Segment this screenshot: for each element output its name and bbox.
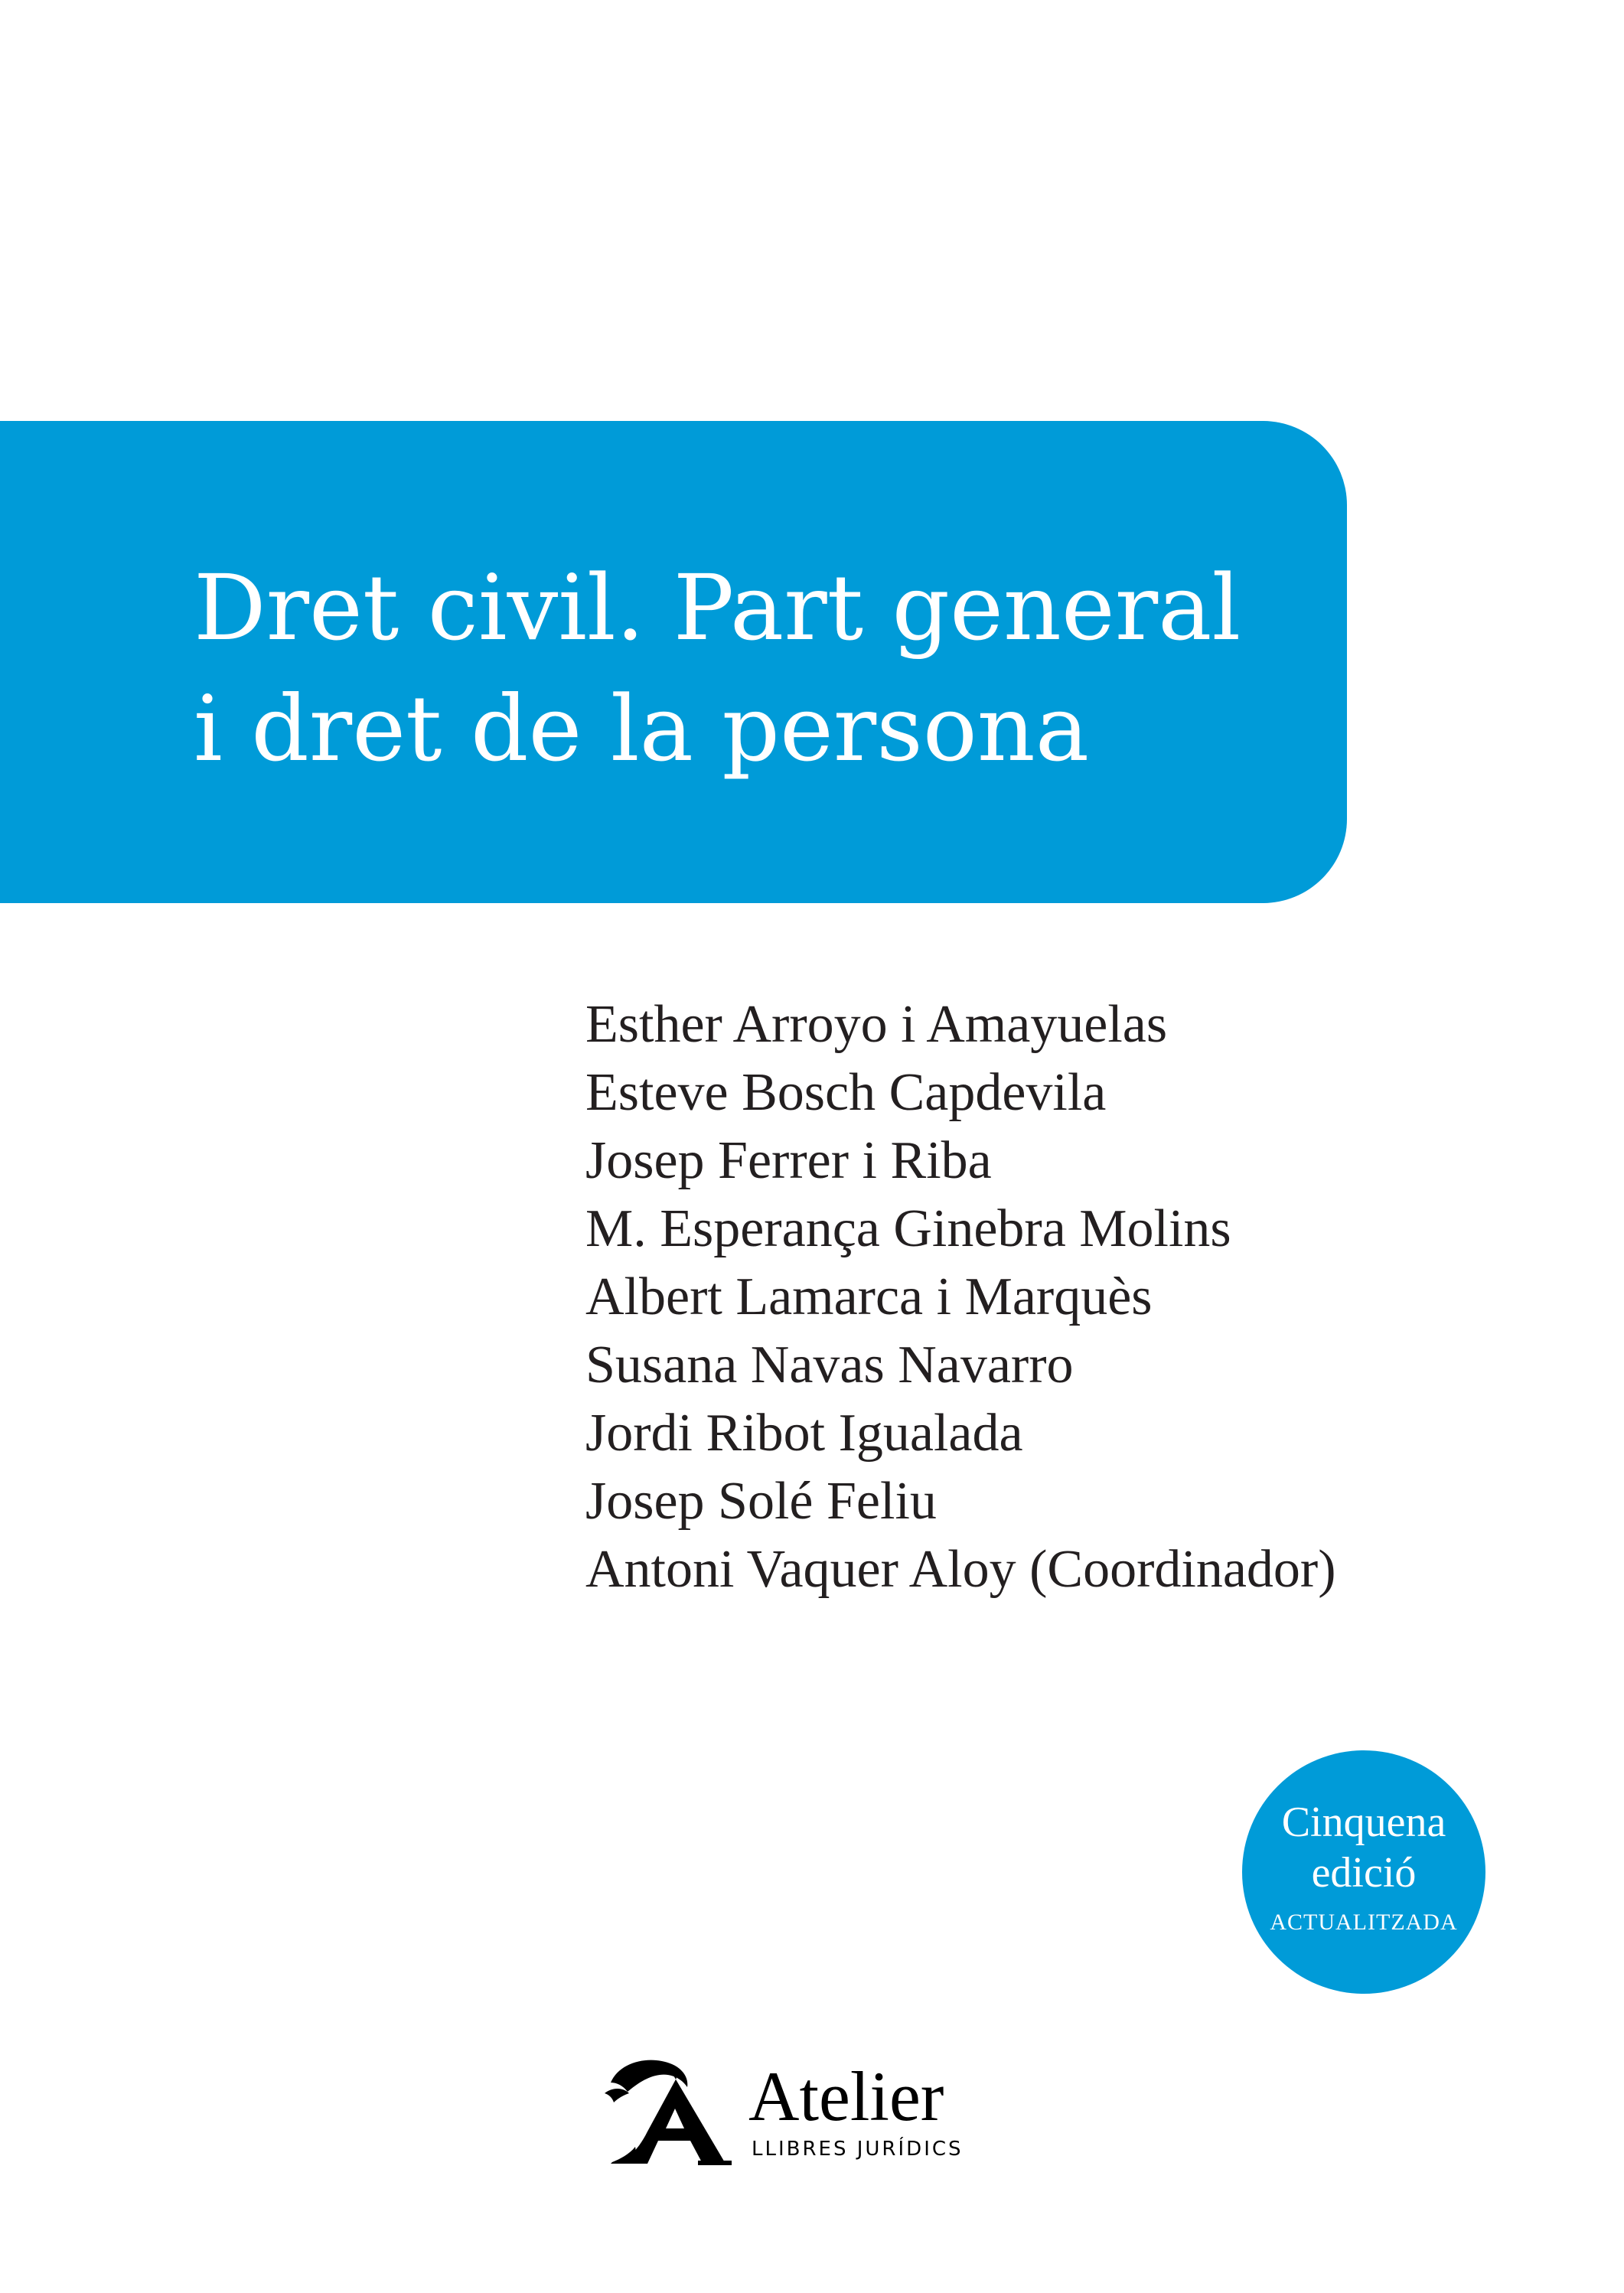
author-name: Antoni Vaquer Aloy (Coordinador) — [585, 1540, 1336, 1599]
author-name: Josep Solé Feliu — [585, 1472, 937, 1531]
publisher-tagline: LLIBRES JURÍDICS — [752, 2138, 964, 2161]
author-name: Josep Ferrer i Riba — [585, 1131, 992, 1190]
book-title-line-1: Dret civil. Part general — [194, 555, 1241, 661]
edition-badge-line-1: Cinquena — [1281, 1799, 1446, 1846]
publisher-name: Atelier — [748, 2057, 944, 2135]
edition-badge — [1242, 1750, 1485, 1994]
author-list — [585, 990, 1336, 1603]
author-name: Esther Arroyo i Amayuelas — [585, 995, 1168, 1054]
book-title — [194, 547, 1241, 789]
author-name: Susana Navas Navarro — [585, 1336, 1074, 1394]
publisher-logo-block — [597, 2047, 980, 2170]
author-name: Esteve Bosch Capdevila — [585, 1063, 1107, 1122]
edition-badge-line-3: ACTUALITZADA — [1270, 1910, 1458, 1935]
atelier-a-logo-icon — [597, 2047, 742, 2170]
author-name: M. Esperança Ginebra Molins — [585, 1199, 1231, 1258]
author-name: Jordi Ribot Igualada — [585, 1404, 1023, 1463]
book-title-line-2: i dret de la persona — [194, 676, 1090, 781]
author-name: Albert Lamarca i Marquès — [585, 1267, 1153, 1326]
edition-badge-line-2: edició — [1311, 1849, 1417, 1897]
